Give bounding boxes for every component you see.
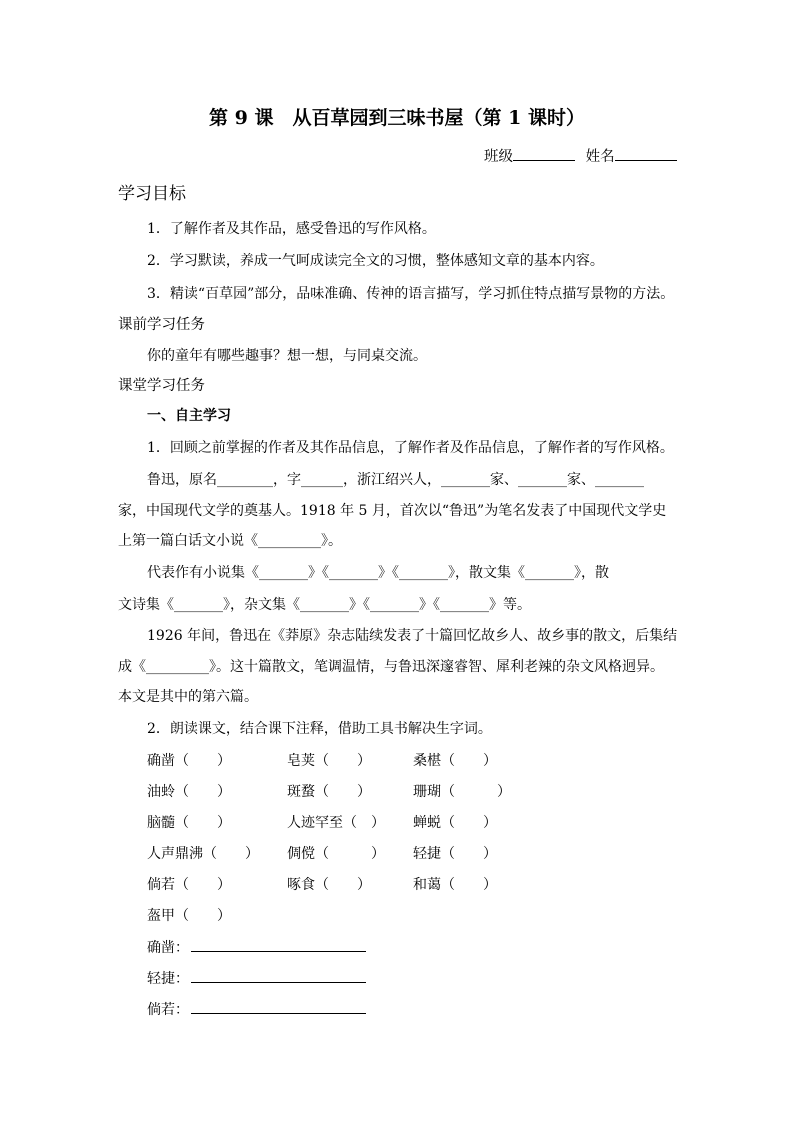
definition-label: 确凿： [147, 940, 189, 956]
vocab-item: 人声鼎沸（ ） [147, 846, 259, 862]
question-2: 2．朗读课文，结合课下注释，借助工具书解决生字词。 [147, 721, 492, 737]
vocab-item: 盔甲（ ） [147, 908, 231, 924]
paragraph-line: 成《_________》。这十篇散文，笔调温情，与鲁迅深邃睿智、犀利老辣的杂文风格迥异。 [118, 659, 664, 675]
question-1: 1．回顾之前掌握的作者及其作品信息，了解作者及作品信息，了解作者的写作风格。 [147, 440, 674, 456]
goal-item: 1．了解作者及其作品，感受鲁迅的写作风格。 [147, 221, 436, 237]
vocab-item: 斑蝥（ ） [287, 784, 371, 800]
vocab-item: 倘若（ ） [147, 877, 231, 893]
class-label: 班级 [484, 149, 513, 165]
definition-row [147, 968, 366, 988]
name-label: 姓名 [585, 149, 615, 165]
class-blank[interactable] [513, 146, 575, 161]
definition-label: 倘若： [147, 1002, 189, 1018]
answer-line[interactable] [191, 968, 366, 983]
paragraph-line: 代表作有小说集《_______》《_______》《_______》，散文集《_______》，散 [147, 565, 609, 581]
vocab-item: 脑髓（ ） [147, 815, 231, 831]
vocab-item: 轻捷（ ） [413, 846, 497, 862]
definition-label: 轻捷： [147, 971, 189, 987]
section-heading: 一、自主学习 [147, 408, 231, 424]
name-blank[interactable] [615, 146, 677, 161]
goal-item: 2．学习默读，养成一气呵成读完全文的习惯，整体感知文章的基本内容。 [147, 253, 604, 269]
paragraph-line: 家，中国现代文学的奠基人。1918 年 5 月，首次以“鲁迅”为笔名发表了中国现代文学史 [118, 503, 667, 519]
vocab-item: 人迹罕至（ ） [287, 815, 385, 831]
vocab-item: 倜傥（ ） [287, 846, 385, 862]
paragraph-line: 上第一篇白话文小说《_________》。 [118, 533, 342, 549]
paragraph-line: 鲁迅，原名________，字______，浙江绍兴人，_______家、_______家、_______ [147, 472, 644, 488]
vocab-item: 桑椹（ ） [413, 753, 497, 769]
pre-task-heading: 课前学习任务 [118, 317, 205, 333]
class-task-heading: 课堂学习任务 [118, 378, 205, 394]
student-info [484, 145, 677, 166]
vocab-item: 和蔼（ ） [413, 877, 497, 893]
vocab-item: 确凿（ ） [147, 753, 231, 769]
paragraph-line: 1926 年间，鲁迅在《莽原》杂志陆续发表了十篇回忆故乡人、故乡事的散文，后集结 [147, 628, 678, 644]
paragraph-line: 本文是其中的第六篇。 [118, 689, 258, 705]
vocab-item: 油蛉（ ） [147, 784, 231, 800]
definition-row [147, 999, 366, 1019]
definition-row [147, 937, 366, 957]
goals-heading: 学习目标 [118, 184, 186, 204]
vocab-item: 皂荚（ ） [287, 753, 371, 769]
vocab-item: 珊瑚（ ） [413, 784, 511, 800]
page-title: 第 9 课 从百草园到三味书屋（第 1 课时） [209, 107, 585, 129]
pre-task-text: 你的童年有哪些趣事？想一想，与同桌交流。 [147, 348, 427, 364]
vocab-item: 啄食（ ） [287, 877, 371, 893]
goal-item: 3．精读“百草园”部分，品味准确、传神的语言描写，学习抓住特点描写景物的方法。 [147, 286, 675, 302]
answer-line[interactable] [191, 937, 366, 952]
answer-line[interactable] [191, 999, 366, 1014]
paragraph-line: 文诗集《_______》，杂文集《_______》《_______》《_______》等。 [118, 597, 531, 613]
vocab-item: 蝉蜕（ ） [413, 815, 497, 831]
